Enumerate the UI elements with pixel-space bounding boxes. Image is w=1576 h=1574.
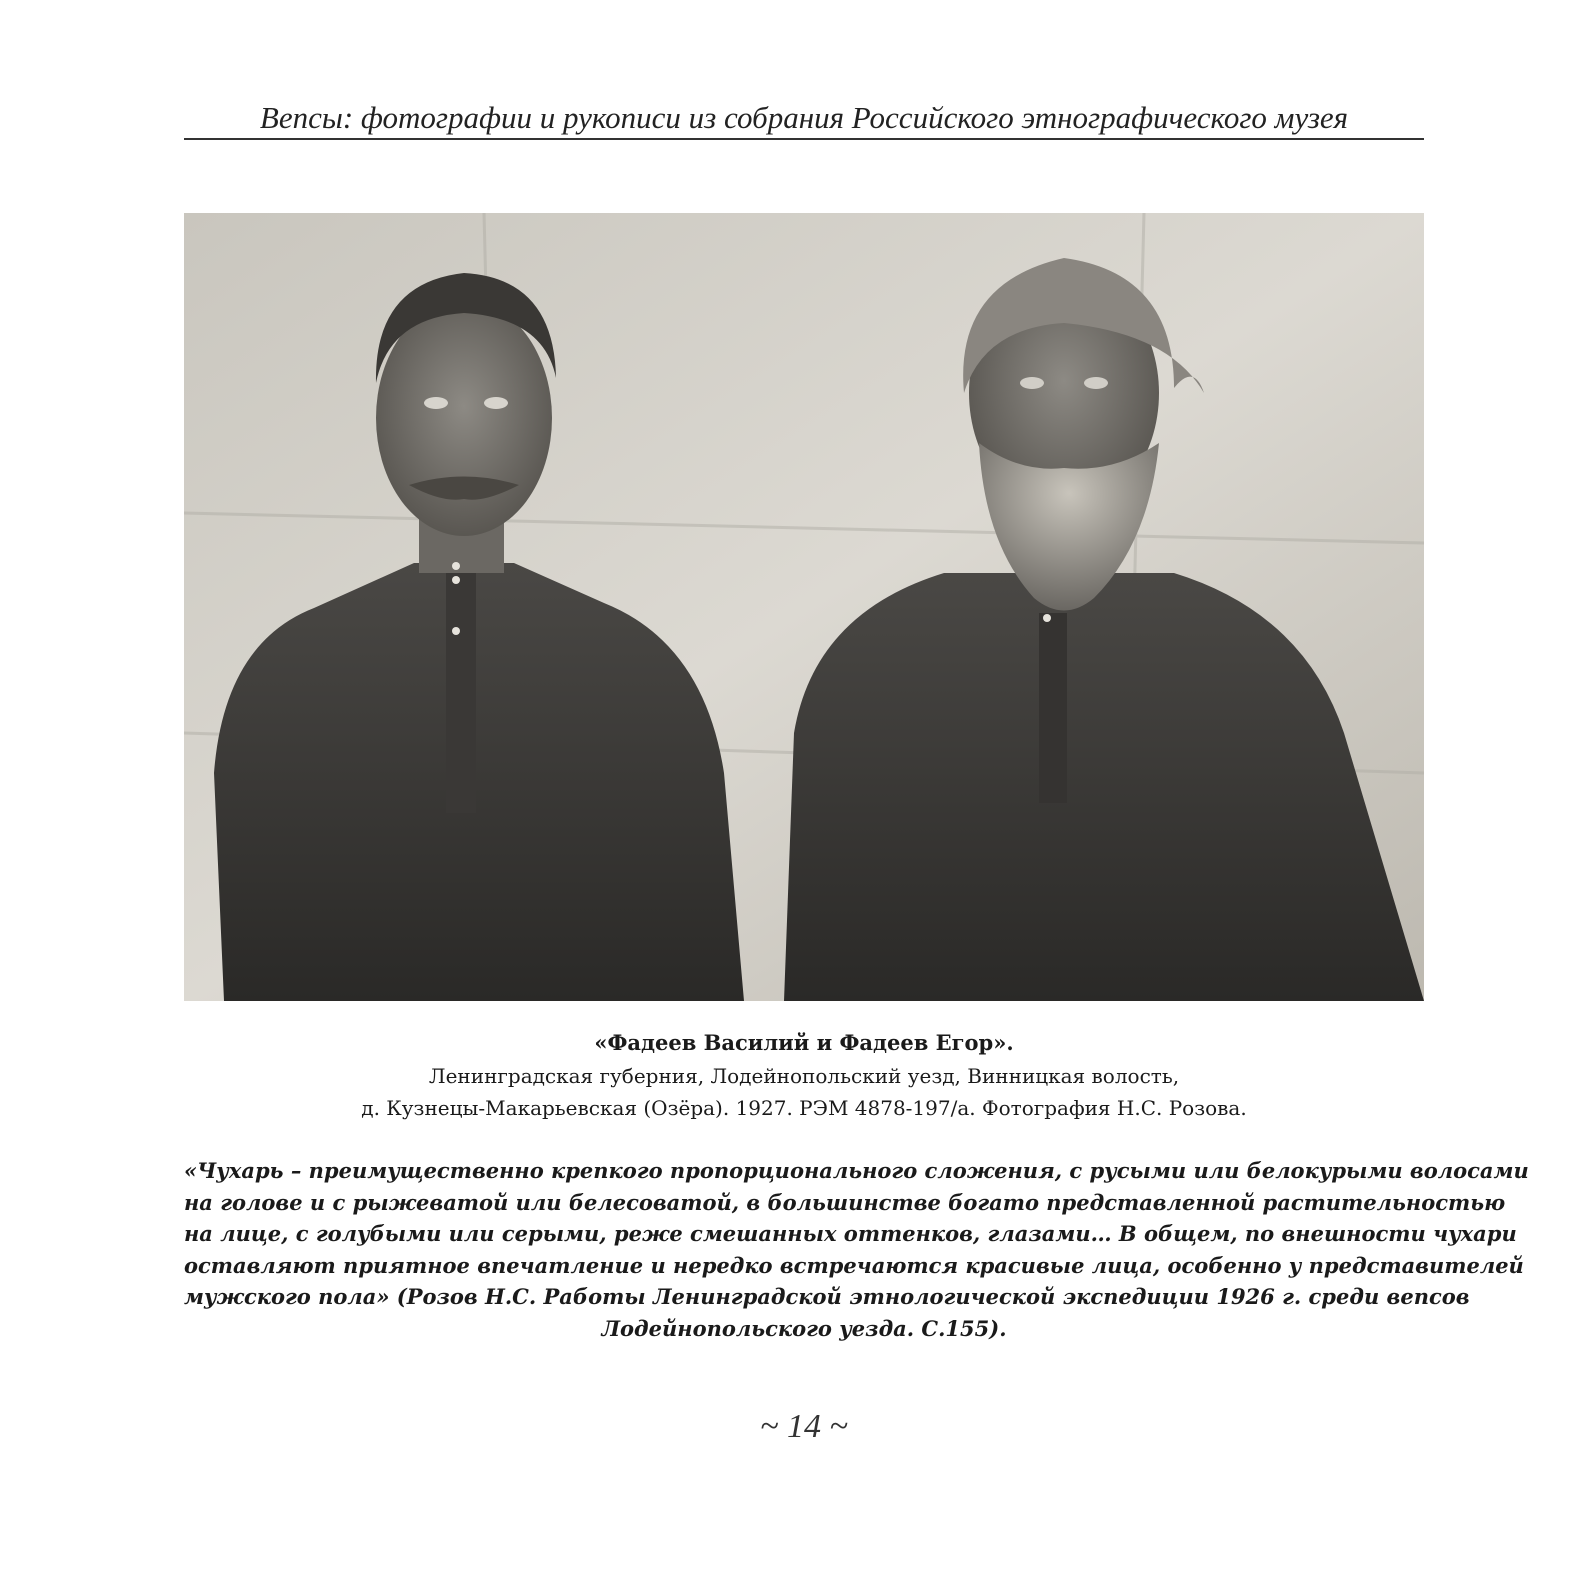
photo-caption-line: д. Кузнецы-Макарьевская (Озёра). 1927. РЭМ 4878-197/а. Фотография Н.С. Розова.	[361, 1096, 1247, 1120]
quote-line: мужского пола» (Розов Н.С. Работы Ленинградской этнологической экспедиции 1926 г. среди вепсов	[184, 1284, 1470, 1309]
photo-caption-title: «Фадеев Василий и Фадеев Егор».	[594, 1030, 1014, 1055]
quotation-block	[184, 1155, 1529, 1344]
quote-line: оставляют приятное впечатление и нередко встречаются красивые лица, особенно у представителей	[184, 1252, 1524, 1278]
quote-line: на голове и с рыжеватой или белесоватой, в большинстве богато представленной растительностью	[184, 1189, 1506, 1215]
running-header: Вепсы: фотографии и рукописи из собрания Российского этнографического музея	[259, 100, 1349, 135]
page-number: ~ 14 ~	[760, 1408, 848, 1445]
photo-svg	[184, 213, 1424, 1001]
quote-line: Лодейнопольского уезда. С.155).	[601, 1315, 1007, 1341]
archival-photograph	[184, 213, 1424, 1001]
photo-caption-line: Ленинградская губерния, Лодейнопольский уезд, Винницкая волость,	[428, 1064, 1180, 1088]
quote-line: «Чухарь – преимущественно крепкого пропорционального сложения, с русыми или белокурыми волосами	[184, 1158, 1529, 1183]
quote-line: на лице, с голубыми или серыми, реже смешанных оттенков, глазами… В общем, по внешности чухари	[184, 1221, 1517, 1246]
header-rule	[184, 138, 1424, 140]
